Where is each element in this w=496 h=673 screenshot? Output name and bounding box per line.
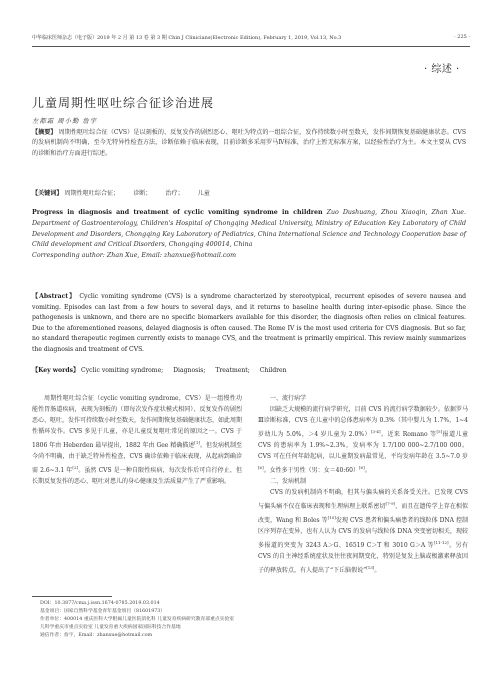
english-abstract-label: 【Abstract】	[32, 293, 77, 300]
chinese-keywords	[32, 188, 222, 197]
section-tag: · 综述 ·	[424, 64, 460, 75]
body-text: ，而且在遗传学上存在相似改变，Wang 和 Boles 等	[258, 503, 468, 524]
pathogenesis-paragraph	[258, 487, 468, 576]
english-abstract-text: Cyclic vomiting syndrome (CVS) is a syndrome characterized by stereotypical, recurrent episodes of severe nausea and vomiting. Episodes can last from a few hours to several days, and it returns to baseline health during inter-episodic phase. Since the pathogenesis is unknown, and there are no specific biomarkers available for this disorder, the diagnosis often relies on clinical features. Due to the aforementioned reasons, delayed diagnosis is often caused. The Rome IV is the most used criteria for CVS diagnosis. But so far, no standard therapeutic regimen currently exists to manage CVS, and the treatment is primarily empirical. This review mainly summarizes the diagnosis and treatment of CVS.	[32, 293, 467, 353]
epidemiology-paragraph	[258, 404, 468, 476]
chinese-abstract-text: 周期性呕吐综合征（CVS）是以刻板的、反复发作的剧烈恶心、呕吐为特点的一组综合征，发作持续数小时至数天，发作间期恢复基础健康状态。CVS 的发病机制尚不明确，至今无特异性检查方法，诊断依赖于临床表现，目前诊断多采用罗马Ⅳ标准，治疗上暂无标准方案，以经验性治疗为主。本文主要从 CVS 的诊断和治疗方面进行综述。	[32, 129, 467, 157]
english-corresponding-author: Corresponding author: Zhan Xue, Email: zhanxue@hotmail.com	[32, 252, 237, 260]
chinese-keywords-label: 【关键词】	[32, 190, 63, 197]
chinese-keyword: 治疗；	[165, 190, 184, 197]
body-text: 发现 CVS 患者和偏头痛患者的线粒体 DNA 控制区序列存在变异，也有人认为 CVS 的发病与线粒体 DNA 突变密切相关，现较多报道的突变为 3243 A＞G、16519 C＞T 和 3010 G＞A 等	[258, 517, 468, 549]
body-text: 。女性多于男性（男：女＝40:60）	[263, 467, 359, 474]
chinese-keyword: 儿童	[197, 190, 210, 197]
citation-ref[interactable]: [11-12]	[433, 540, 449, 545]
chinese-keyword: 诊断；	[133, 190, 152, 197]
english-title: Progress in diagnosis and treatment of cyclic vomiting syndrome in children	[32, 209, 323, 216]
footnote-corresponding: 通信作者：詹宇，Email：zhanxue@hotmail.com	[40, 632, 153, 638]
english-title-block	[32, 208, 466, 262]
english-keywords-label: 【Key words】	[32, 367, 80, 374]
body-text: 报道儿童 CVS 的患病率为 1.9%~2.3%，发病率为 1.7/100 000~2.7/100 000。CVS 可在任何年龄起病，以儿童期发病最常见，平均发病年龄在 3.5~7.0 岁	[258, 431, 468, 460]
english-keywords	[32, 365, 295, 374]
body-right-column	[258, 393, 468, 576]
citation-ref[interactable]: [2]	[72, 465, 79, 470]
header-journal-info: 中华临床医师杂志（电子版）2019 年 2 月 第 13 卷 第 3 期 Chin J Clinicians(Electronic Edition), February 1, 2019, Vol.13, No.3	[32, 35, 342, 41]
english-affiliation: Zuo Dushuang, Zhou Xiaoqin, Zhan Xue. Department of Gastroenterology, Children's Hospital of Chongqing Medical University, Ministry of Education Key Laboratory of Child Development and Disorders, Chongqing Key Laboratory of Pediatrics, China International Science and Technology Cooperation base of Child development and Critical Disorders, Chongqing 400014, China	[32, 209, 466, 249]
article-title: 儿童周期性呕吐综合征诊治进展	[32, 96, 215, 110]
citation-ref[interactable]: [10]	[327, 515, 336, 520]
body-text: 。	[374, 567, 381, 574]
footnote-doi[interactable]: DOI：10.3877/cma.j.issn.1674-0785.2019.03.014	[40, 601, 160, 606]
english-abstract	[32, 292, 466, 356]
header-page-number: · 225 ·	[454, 34, 470, 40]
citation-ref[interactable]: [5]	[436, 429, 443, 434]
english-keyword: Diagnosis;	[173, 367, 206, 374]
body-text: 。	[364, 467, 371, 474]
body-text: 。另有 CVS 的自主神经系统症状及往往夜间期变化，特别是复发上脑或极激素释放因子的释放转点，有人提出了“下丘脑假说”	[258, 542, 468, 574]
chinese-abstract	[32, 128, 466, 159]
citation-ref[interactable]: [7-9]	[385, 501, 396, 506]
footnote-unit: 作者单位：400014 重庆医科大学附属儿童医院消化科 儿童发育疾病研究教育部重点实验室 儿科学重庆市重点实验室 儿童发育重大疾病国家国际科技合作基地	[40, 616, 235, 630]
footnotes	[40, 600, 240, 640]
body-text: 。近来 Romano 等	[380, 431, 437, 438]
citation-ref[interactable]: [1]	[194, 440, 200, 445]
body-left-column	[32, 393, 242, 487]
english-keyword: Treatment;	[215, 367, 250, 374]
body-text: 因缺乏大规模的流行病学研究，目前 CVS 的流行病学数据较少。依据罗马Ⅲ诊断标准，CVS 在儿童中的总体患病率为 0.3%（其中婴儿为 1.7%，1~4 岁幼儿为 5.0%，＞4 岁儿童为 2.0%）	[258, 406, 468, 438]
body-text: CVS 的发病机制尚不明确，但其与偏头痛的关系备受关注。已发现 CVS 与偏头痛不仅在临床表现和生理病理上联系密切	[258, 489, 468, 510]
citation-ref[interactable]: [6]	[358, 465, 365, 470]
footnote-fund: 基金项目：国家自然科学基金青年基金项目（81601973）	[40, 608, 166, 614]
citation-ref[interactable]: [6]	[258, 465, 264, 470]
citation-ref[interactable]: [13]	[366, 565, 375, 570]
chinese-abstract-label: 【摘要】	[32, 129, 57, 136]
footnote-rule	[32, 596, 112, 597]
english-keyword: Cyclic vomiting syndrome;	[81, 367, 164, 374]
intro-text: 。虽然 CVS 是一种自限性疾病，每次发作后可自行停止，但长期反复发作的恶心、呕吐对患儿的身心健康及生活质量产生了严重影响。	[32, 467, 242, 485]
citation-ref[interactable]: [3-4]	[370, 429, 381, 434]
english-keyword: Children	[259, 367, 287, 374]
intro-text: 。但发病机制至今尚不明确，由于缺乏特异性检查，CVS 确诊依赖于临床表现，从起病到确诊需 2.6~3.1 年	[32, 442, 242, 474]
article-authors: 左都霜 周小勤 詹宇	[32, 117, 98, 125]
header-rule	[32, 46, 470, 47]
intro-text: 周期性呕吐综合征（cyclic vomiting syndrome，CVS）是一组慢性功能性胃肠道疾病，表现为刻板的（即每次发作症状模式相同）、反复发作的剧烈恶心、呕吐，发作可持续数小时至数天，发作间期恢复基础健康状态，如此周期性循环发作。CVS 多见于儿童，亦是儿童反复呕吐常见的原因之一。CVS 于 1806 年由 Heberden 最早提出，1882 年由 Gee 精确描述	[32, 395, 243, 449]
section-heading-pathogenesis: 二、发病机制	[270, 478, 307, 485]
chinese-keyword: 周期性呕吐综合征；	[64, 190, 120, 197]
section-heading-epidemiology: 一、流行病学	[270, 395, 307, 402]
running-header	[32, 34, 470, 41]
